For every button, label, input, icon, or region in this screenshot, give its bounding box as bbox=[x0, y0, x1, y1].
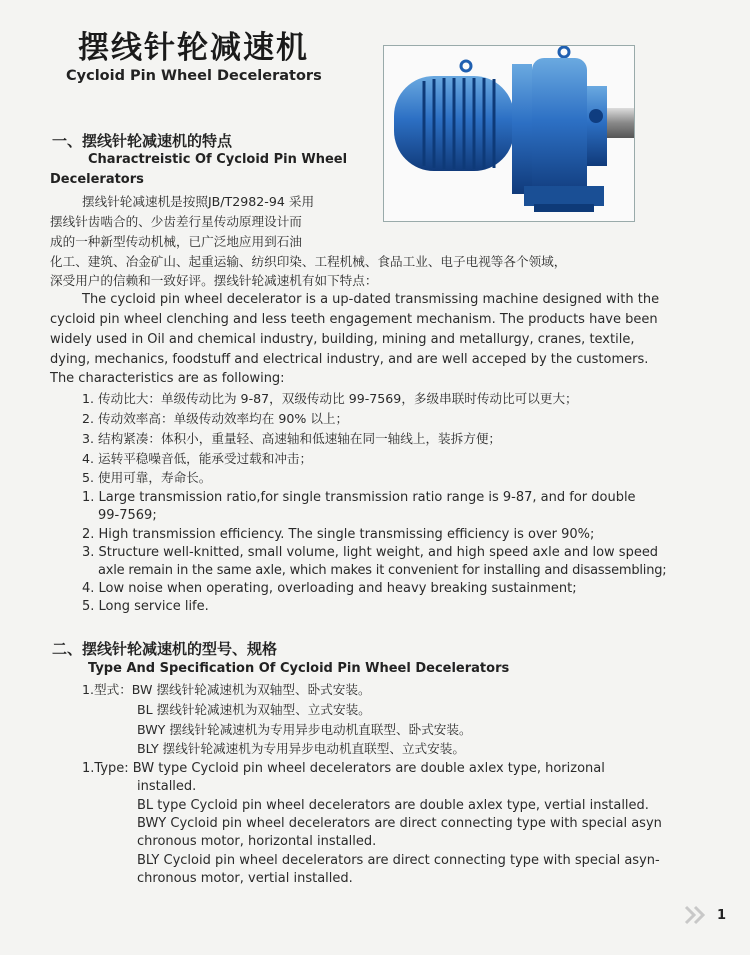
intro-cn-line: 深受用户的信赖和一致好评。摆线针轮减速机有如下特点： bbox=[50, 273, 378, 288]
intro-en-line: dying, mechanics, foodstuff and electrical industry, and are well acceped by the customers. bbox=[50, 352, 649, 367]
type-en-line: BWY Cycloid pin wheel decelerators are direct connecting type with special asyn bbox=[137, 816, 662, 831]
list-en-item: 2. High transmission efficiency. The single transmissing efficiency is over 90%; bbox=[82, 527, 595, 542]
section2-heading-en: Type And Specification Of Cycloid Pin Wheel Decelerators bbox=[88, 661, 510, 676]
chevron-double-right-icon bbox=[684, 904, 710, 926]
page-number: 1 bbox=[716, 908, 726, 923]
intro-en-line: widely used in Oil and chemical industry, building, mining and metallurgy, cranes, textile, bbox=[50, 332, 635, 347]
type-en-line-cont: installed. bbox=[137, 779, 197, 794]
type-cn-line: 1.型式：BW 摆线针轮减速机为双轴型、卧式安装。 bbox=[82, 682, 371, 697]
list-cn-item: 3. 结构紧凑：体积小，重量轻、高速轴和低速轴在同一轴线上，装拆方便； bbox=[82, 431, 502, 446]
intro-en-line: cycloid pin wheel clenching and less teeth engagement mechanism. The products have been bbox=[50, 312, 658, 327]
section1-heading-cn: 一、摆线针轮减速机的特点 bbox=[52, 132, 233, 150]
type-cn-line: BLY 摆线针轮减速机为专用异步电动机直联型、立式安装。 bbox=[137, 741, 465, 756]
type-cn-line: BL 摆线针轮减速机为双轴型、立式安装。 bbox=[137, 702, 371, 717]
list-en-item: 5. Long service life. bbox=[82, 599, 209, 614]
type-en-line: BLY Cycloid pin wheel decelerators are direct connecting type with special asyn- bbox=[137, 853, 660, 868]
section1-heading-en-cont: Decelerators bbox=[50, 172, 144, 187]
list-en-item: 1. Large transmission ratio,for single transmission ratio range is 9-87, and for double bbox=[82, 490, 636, 505]
cycloid-decelerator-illustration bbox=[384, 46, 634, 221]
product-image bbox=[383, 45, 635, 222]
intro-cn-line: 摆线针轮减速机是按照JB/T2982-94 采用 bbox=[82, 194, 315, 209]
page-title-en: Cycloid Pin Wheel Decelerators bbox=[66, 68, 322, 84]
intro-cn-line: 成的一种新型传动机械，已广泛地应用到石油 bbox=[50, 234, 302, 249]
list-cn-item: 2. 传动效率高：单级传动效率均在 90% 以上； bbox=[82, 411, 349, 426]
intro-en-line: The cycloid pin wheel decelerator is a up-dated transmissing machine designed with the bbox=[82, 292, 660, 307]
section1-heading-en: Charactreistic Of Cycloid Pin Wheel bbox=[88, 152, 348, 167]
list-cn-item: 1. 传动比大：单级传动比为 9-87，双级传动比 99-7569，多级串联时传动比可以更大； bbox=[82, 391, 578, 406]
list-en-item: 4. Low noise when operating, overloading and heavy breaking sustainment; bbox=[82, 581, 577, 596]
type-en-line-cont: chronous motor, vertial installed. bbox=[137, 871, 353, 886]
type-en-line-cont: chronous motor, horizontal installed. bbox=[137, 834, 377, 849]
list-en-item-cont: 99-7569; bbox=[98, 508, 157, 523]
intro-en-line: The characteristics are as following: bbox=[50, 371, 285, 386]
list-cn-item: 5. 使用可靠，寿命长。 bbox=[82, 470, 212, 485]
list-en-item: 3. Structure well-knitted, small volume, light weight, and high speed axle and low speed bbox=[82, 545, 659, 560]
list-cn-item: 4. 运转平稳噪音低，能承受过载和冲击； bbox=[82, 451, 313, 466]
page-title-cn: 摆线针轮减速机 bbox=[78, 30, 309, 66]
intro-cn-line: 摆线针齿啮合的、少齿差行星传动原理设计而 bbox=[50, 214, 302, 229]
type-en-line: 1.Type: BW type Cycloid pin wheel decelerators are double axlex type, horizonal bbox=[82, 761, 605, 776]
list-en-item-cont: axle remain in the same axle, which makes it convenient for installing and disassembling; bbox=[98, 563, 667, 578]
intro-cn-line: 化工、建筑、冶金矿山、起重运输、纺织印染、工程机械、食品工业、电子电视等各个领域， bbox=[50, 254, 567, 269]
type-cn-line: BWY 摆线针轮减速机为专用异步电动机直联型、卧式安装。 bbox=[137, 722, 472, 737]
section2-heading-cn: 二、摆线针轮减速机的型号、规格 bbox=[52, 640, 278, 658]
type-en-line: BL type Cycloid pin wheel decelerators are double axlex type, vertial installed. bbox=[137, 798, 649, 813]
